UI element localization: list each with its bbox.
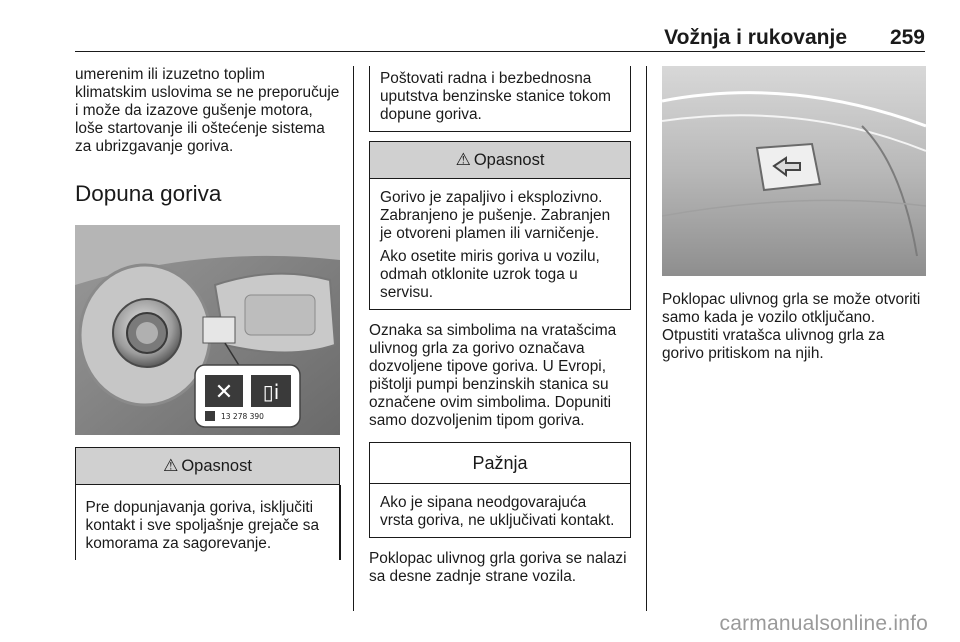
continued-box-text: Poštovati radna i bezbednosna uputstva benzinske stanice tokom dopune goriva. bbox=[380, 70, 611, 123]
column-divider-1 bbox=[353, 66, 354, 611]
fuel-filler-photo bbox=[75, 225, 340, 435]
warning-box-2-title: Opasnost bbox=[473, 151, 545, 169]
filler-location-paragraph: Poklopac ulivnog grla goriva se nalazi sa desne zadnje strane vozila. bbox=[369, 550, 627, 585]
svg-text:▯i: ▯i bbox=[262, 380, 280, 404]
continued-box bbox=[369, 66, 631, 132]
watermark: carmanualsonline.info bbox=[719, 612, 928, 635]
notice-box-text: Ako je sipana neodgovarajuća vrsta goriva, ne uključivati kontakt. bbox=[380, 494, 615, 529]
warning-box-2-body bbox=[370, 179, 630, 309]
warning-box-2 bbox=[369, 141, 631, 310]
warning-box-1-text: Pre dopunjavanja goriva, isključiti kontakt i sve spoljašnje grejače sa komorama za sagorevanje. bbox=[85, 499, 320, 552]
fuel-symbols-paragraph: Oznaka sa simbolima na vratašcima ulivnog grla za gorivo označava dozvoljene tipove goriva. U Evropi, pištolji pumpi benzinskih stanica su označene ovim simbolima. Dopuniti samo dozvoljenim tipom goriva. bbox=[369, 322, 617, 429]
svg-text:✕: ✕ bbox=[214, 380, 234, 405]
column-3 bbox=[662, 66, 926, 363]
warning-box-1-header bbox=[76, 448, 339, 485]
warning-box-1-title: Opasnost bbox=[181, 457, 252, 475]
column-1 bbox=[75, 66, 340, 560]
column-divider-2 bbox=[646, 66, 647, 611]
fuel-door-paragraph: Poklopac ulivnog grla se može otvoriti samo kada je vozilo otključano. Otpustiti vratašca ulivnog grla za gorivo pritiskom na njih. bbox=[662, 291, 921, 362]
warning-box-2-text-2: Ako osetite miris goriva u vozilu, odmah otklonite uzrok toga u servisu. bbox=[380, 248, 600, 301]
page-header bbox=[75, 26, 925, 52]
warning-box-2-header bbox=[370, 142, 630, 179]
header-rule bbox=[75, 51, 925, 52]
photo-label: 13 278 390 bbox=[221, 412, 264, 421]
section-heading: Dopuna goriva bbox=[75, 181, 222, 206]
fuel-door-photo bbox=[662, 66, 926, 276]
warning-box-1-body bbox=[75, 485, 341, 560]
notice-box bbox=[369, 442, 631, 538]
warning-box-1 bbox=[75, 447, 340, 560]
chapter-title: Vožnja i rukovanje bbox=[664, 26, 847, 49]
notice-box-header bbox=[370, 443, 630, 484]
continued-box-body bbox=[370, 66, 630, 131]
column-2 bbox=[369, 66, 631, 586]
warning-box-2-text-1: Gorivo je zapaljivo i eksplozivno. Zabranjeno je pušenje. Zabranjen je otvoreni plamen ili varničenje. bbox=[380, 189, 611, 242]
notice-box-title: Pažnja bbox=[472, 453, 528, 473]
warning-triangle-icon: ⚠ bbox=[163, 456, 179, 475]
notice-box-body bbox=[370, 484, 630, 537]
warning-triangle-icon: ⚠ bbox=[455, 150, 471, 169]
intro-paragraph: umerenim ili izuzetno toplim klimatskim uslovima se ne preporučuje i može da izazove gušenje motora, loše startovanje ili oštećenje sistema za ubrizgavanje goriva. bbox=[75, 66, 340, 155]
page-number: 259 bbox=[889, 26, 925, 49]
